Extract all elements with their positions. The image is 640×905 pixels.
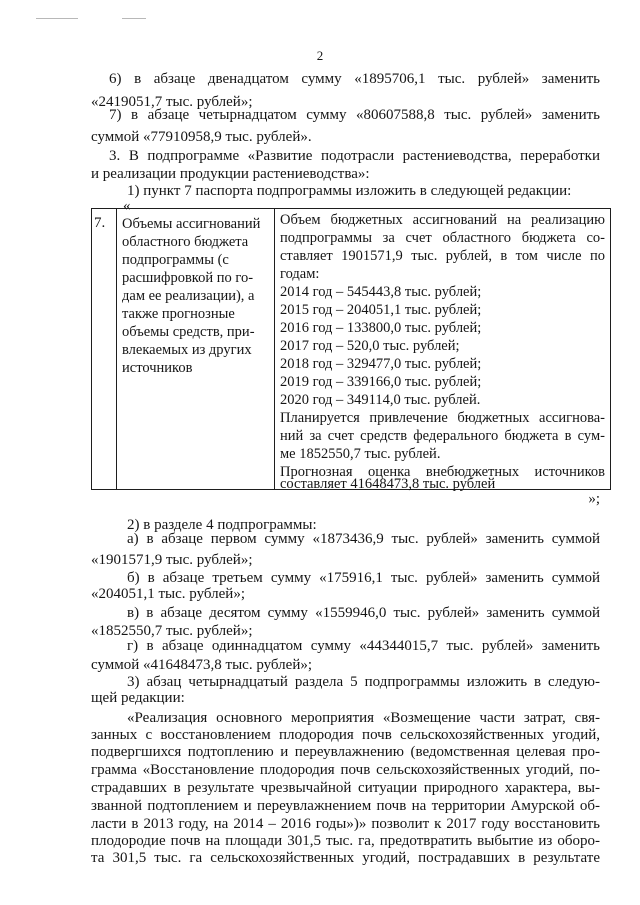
year-line: 2015 год – 204051,1 тыс. рублей; [280, 302, 482, 318]
paragraph-line: «1901571,9 тыс. рублей»; [91, 552, 253, 568]
row-name-line: Объемы ассигнований [122, 216, 261, 232]
year-line: 2019 год – 339166,0 тыс. рублей; [280, 374, 482, 390]
paragraph-line: суммой «41648473,8 тыс. рублей»; [91, 657, 313, 673]
paragraph-line: г) в абзаце одиннадцатом сумму «44344015,7 тыс. рублей» заменить [127, 638, 600, 654]
year-line: 2014 год – 545443,8 тыс. рублей; [280, 284, 482, 300]
paragraph-line: та 301,5 тыс. га сельскохозяйственных угодий, пострадавших в результате [91, 850, 600, 866]
paragraph-line: страдавших в результате чрезвычайной ситуации природного характера, вы- [91, 780, 600, 796]
paragraph-line: 6) в абзаце двенадцатом сумму «1895706,1 тыс. рублей» заменить [109, 71, 600, 87]
row-name-line: расшифровкой по го- [122, 270, 254, 286]
paragraph-line: и реализации продукции растениеводства»: [91, 166, 370, 182]
closing-quote: »; [588, 491, 600, 507]
passport-table [91, 208, 611, 490]
row-desc-line: составляет 41648473,8 тыс. рублей [280, 476, 496, 492]
paragraph-line: 7) в абзаце четырнадцатом сумму «80607588,8 тыс. рублей» заменить [109, 107, 600, 123]
row-desc-line: подпрограммы за счет областного бюджета со- [280, 230, 605, 246]
row-name-line: дам ее реализации), а [122, 288, 255, 304]
row-name-line: источников [122, 360, 193, 376]
row-desc-line: Объем бюджетных ассигнований на реализацию [280, 212, 605, 228]
paragraph-line: «1852550,7 тыс. рублей»; [91, 623, 253, 639]
paragraph-line: 2) в разделе 4 подпрограммы: [127, 517, 317, 533]
year-line: 2016 год – 133800,0 тыс. рублей; [280, 320, 482, 336]
paragraph-line: 3. В подпрограмме «Развитие подотрасли растениеводства, переработки [109, 148, 600, 164]
year-line: 2020 год – 349114,0 тыс. рублей. [280, 392, 481, 408]
paragraph-line: подвергшихся подтоплению и переувлажнению (ведомственная целевая про- [91, 744, 600, 760]
paragraph-line: б) в абзаце третьем сумму «175916,1 тыс. рублей» заменить суммой [127, 570, 600, 586]
row-name-line: также прогнозные [122, 306, 235, 322]
paragraph-line: занных с восстановлением плодородия почв сельскохозяйственных угодий, [91, 727, 600, 743]
year-line: 2017 год – 520,0 тыс. рублей; [280, 338, 460, 354]
table-divider [274, 209, 275, 489]
paragraph-line: а) в абзаце первом сумму «1873436,9 тыс. рублей» заменить суммой [127, 531, 600, 547]
page-number: 2 [316, 48, 324, 63]
row-number: 7. [94, 215, 106, 231]
paragraph-line: в) в абзаце десятом сумму «1559946,0 тыс. рублей» заменить суммой [127, 605, 600, 621]
row-name-line: подпрограммы (с [122, 252, 229, 268]
table-divider [116, 209, 117, 489]
paragraph-line: ласти в 2013 году, на 2014 – 2016 годы»)» позволит к 2017 году восстановить [91, 816, 600, 832]
paragraph-line: грамма «Восстановление плодородия почв сельскохозяйственных угодий, по- [91, 762, 600, 778]
paragraph-line: «Реализация основного мероприятия «Возмещение части затрат, свя- [127, 710, 600, 726]
row-desc-line: годам: [280, 266, 320, 282]
paragraph-line: 1) пункт 7 паспорта подпрограммы изложить в следующей редакции: [127, 183, 572, 199]
row-name-line: влекаемых из других [122, 342, 252, 358]
paragraph-line: плодородие почв на площади 301,5 тыс. га, предотвратить выбытие из оборо- [91, 833, 600, 849]
scan-artifact [122, 18, 146, 19]
row-desc-line: ме 1852550,7 тыс. рублей. [280, 446, 441, 462]
scan-artifact [36, 18, 78, 19]
row-desc-line: Планируется привлечение бюджетных ассигнова- [280, 410, 605, 426]
row-desc-line: ний за счет средств федерального бюджета в сум- [280, 428, 605, 444]
opening-quote: « [123, 198, 131, 214]
row-desc-line: ставляет 1901571,9 тыс. рублей, в том числе по [280, 248, 605, 264]
row-desc-line: Прогнозная оценка внебюджетных источников [280, 464, 605, 480]
year-line: 2018 год – 329477,0 тыс. рублей; [280, 356, 482, 372]
paragraph-line: 3) абзац четырнадцатый раздела 5 подпрограммы изложить в следую- [127, 674, 600, 690]
paragraph-line: званной подтоплением и переувлажнением почв на территории Амурской об- [91, 798, 600, 814]
paragraph-line: щей редакции: [91, 690, 185, 706]
row-name-line: объемы средств, при- [122, 324, 255, 340]
paragraph-line: «2419051,7 тыс. рублей»; [91, 94, 253, 110]
paragraph-line: суммой «77910958,9 тыс. рублей». [91, 129, 312, 145]
paragraph-line: «204051,1 тыс. рублей»; [91, 586, 245, 602]
row-name-line: областного бюджета [122, 234, 249, 250]
